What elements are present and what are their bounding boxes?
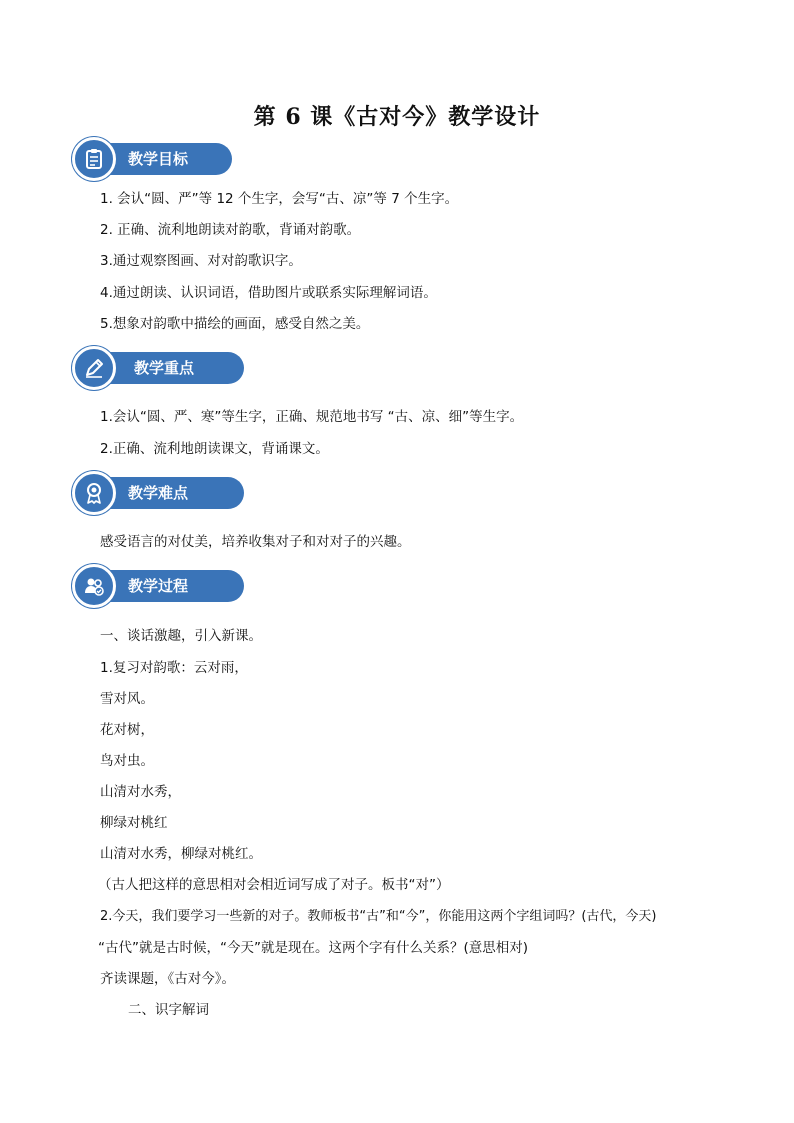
list-item: 柳绿对桃红: [100, 815, 168, 831]
section-heading: 教学过程: [128, 577, 189, 595]
section-heading: 教学重点: [134, 359, 195, 377]
list-item: 1.会认“圆、严、寒”等生字，正确、规范地书写 “古、凉、细”等生字。: [100, 409, 524, 425]
list-item: 山清对水秀，: [100, 784, 181, 800]
section-header-key-points: [72, 346, 302, 390]
list-item: 4.通过朗读、认识词语，借助图片或联系实际理解词语。: [100, 285, 437, 301]
list-item: 2. 正确、流利地朗读对韵歌，背诵对韵歌。: [100, 222, 361, 238]
section-header-goals: [72, 137, 302, 181]
list-item: 齐读课题，《古对今》。: [100, 971, 235, 987]
list-item: （古人把这样的意思相对会相近词写成了对子。板书“对”）: [98, 877, 450, 893]
section-header-process: [72, 564, 302, 608]
clipboard-icon: [72, 137, 116, 181]
list-item: 2.正确、流利地朗读课文，背诵课文。: [100, 441, 329, 457]
list-item: 二、识字解词: [128, 1002, 209, 1018]
list-item: 鸟对虫。: [100, 753, 154, 769]
section-heading: 教学难点: [128, 484, 189, 502]
list-item: 2.今天，我们要学习一些新的对子。教师板书“古”和“今”，你能用这两个字组词吗？(古代，今天): [100, 909, 657, 924]
list-item: 3.通过观察图画、对对韵歌识字。: [100, 253, 302, 269]
people-icon: [72, 564, 116, 608]
list-item: 1. 会认“圆、严”等 12 个生字，会写“古、凉”等 7 个生字。: [100, 191, 459, 207]
list-item: 一、谈话激趣，引入新课。: [100, 628, 262, 644]
pencil-icon: [72, 346, 116, 390]
list-item: “古代”就是古时候，“今天”就是现在。这两个字有什么关系？(意思相对): [98, 940, 529, 956]
award-icon: [72, 471, 116, 515]
page-title: 第 6 课《古对今》教学设计: [253, 104, 541, 130]
list-item: 5.想象对韵歌中描绘的画面，感受自然之美。: [100, 316, 370, 332]
list-item: 1.复习对韵歌：云对雨，: [100, 660, 248, 676]
list-item: 感受语言的对仗美，培养收集对子和对对子的兴趣。: [100, 534, 411, 550]
section-header-difficulties: [72, 471, 302, 515]
list-item: 花对树，: [100, 722, 154, 738]
list-item: 山清对水秀，柳绿对桃红。: [100, 846, 262, 862]
list-item: 雪对风。: [100, 691, 154, 707]
section-heading: 教学目标: [128, 150, 189, 168]
